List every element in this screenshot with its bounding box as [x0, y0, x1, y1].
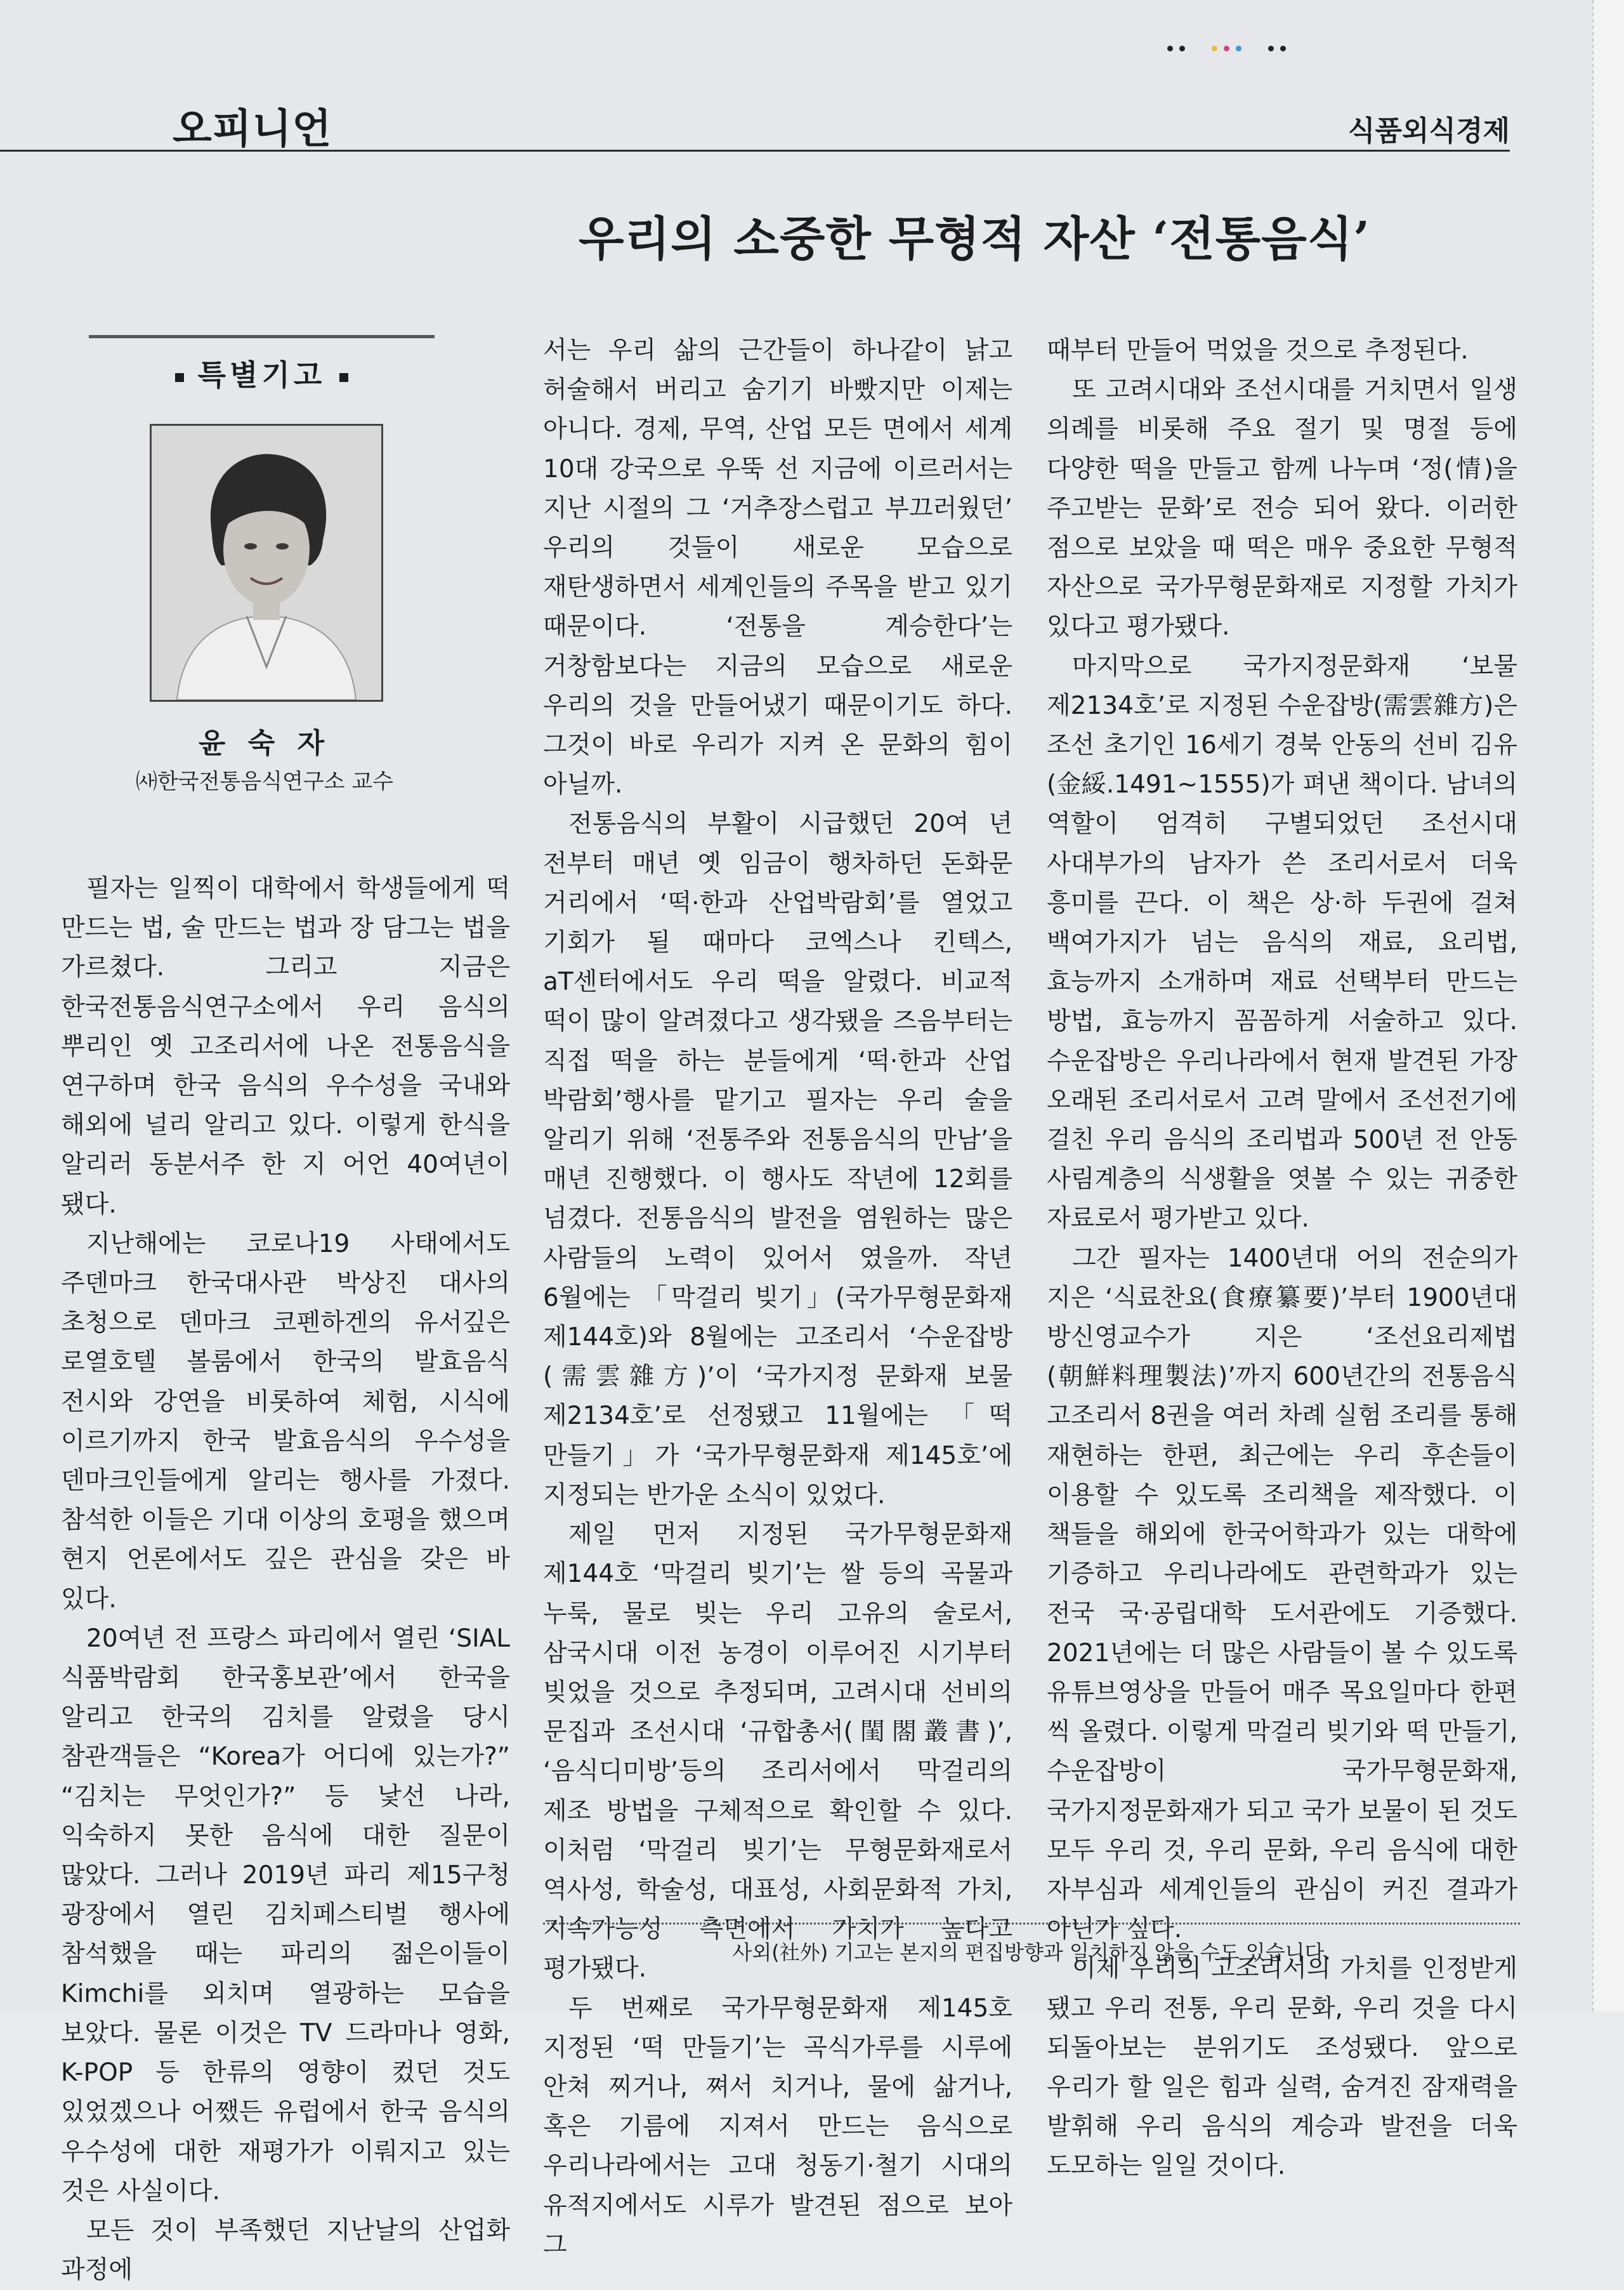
- square-bullet-icon: [175, 373, 184, 382]
- paragraph: 때부터 만들어 먹었을 것으로 추정된다.: [1047, 336, 1469, 365]
- footer-divider: [543, 1923, 1520, 1925]
- author-portrait-image: [152, 426, 381, 700]
- special-contribution-box: [89, 335, 435, 394]
- registration-dot: [1236, 46, 1241, 51]
- paragraph: 20여년 전 프랑스 파리에서 열린 ‘SIAL 식품박람회 한국홍보관’에서 한국을 알리고 한국의 김치를 알렸을 당시 참관객들은 “Korea가 어디에 있는가?” “김치는 무엇인가?” 등 낯선 나라, 익숙하지 못한 음식에 대한 질문이 많았다. 그러나 2019년 파리 제15구청 광장에서 열린 김치페스티벌 행사에 참석했을 때는 파리의 젊은이들이 Kimchi를 외치며 열광하는 모습을 보았다. 물론 이것은 TV 드라마나 영화, K-POP 등 한류의 영향이 컸던 것도 있었겠으나 어쨌든 유럽에서 한국 음식의 우수성에 대한 재평가가 이뤄지고 있는 것은 사실이다.: [61, 1624, 510, 2206]
- article-column-2: [543, 331, 1012, 2265]
- section-title: 오피니언: [173, 106, 332, 153]
- registration-dot: [1268, 46, 1274, 51]
- paragraph: 이제 우리의 고조리서의 가치를 인정받게 됐고 우리 전통, 우리 문화, 우리 것을 다시 되돌아보는 분위기도 조성됐다. 앞으로 우리가 할 일은 힘과 실력, 숨겨진 잠재력을 발휘해 우리 음식의 계승과 발전을 더욱 도모하는 일일 것이다.: [1047, 1954, 1517, 2181]
- color-registration-dots: [1167, 46, 1304, 51]
- page-header: [0, 94, 1510, 152]
- registration-dot: [1212, 46, 1217, 51]
- square-bullet-icon: [339, 373, 348, 382]
- newspaper-name: 식품외식경제: [1347, 115, 1510, 147]
- paragraph: 전통음식의 부활이 시급했던 20여 년 전부터 매년 옛 임금이 행차하던 돈화문 거리에서 ‘떡·한과 산업박람회’를 열었고 기회가 될 때마다 코엑스나 킨텍스, aT센터에서도 우리 떡을 알렸다. 비교적 떡이 많이 알려졌다고 생각됐을 즈음부터는 직접 떡을 하는 분들에게 ‘떡·한과 산업 박람회’행사를 맡기고 필자는 우리 술을 알리기 위해 ‘전통주와 전통음식의 만남’을 매년 진행했다. 이 행사도 작년에 12회를 넘겼다. 전통음식의 발전을 염원하는 많은 사람들의 노력이 있어서 였을까. 작년 6월에는 「막걸리 빚기」(국가무형문화재 제144호)와 8월에는 고조리서 ‘수운잡방(需雲雜方)’이 ‘국가지정 문화재 보물 제2134호’로 선정됐고 11월에는 「떡 만들기」가 ‘국가무형문화재 제145호’에 지정되는 반가운 소식이 있었다.: [543, 810, 1012, 1510]
- registration-dot: [1280, 46, 1286, 51]
- label-text: 특별기고: [197, 358, 326, 392]
- author-affiliation: ㈔한국전통음식연구소 교수: [135, 769, 394, 794]
- author-name: 윤 숙 자: [198, 727, 331, 760]
- special-contribution-label: [89, 352, 435, 394]
- paragraph: 그간 필자는 1400년대 어의 전순의가 지은 ‘식료찬요(食療纂要)’부터 1900년대 방신영교수가 지은 ‘조선요리제법(朝鮮料理製法)’까지 600년간의 전통음식 고조리서 8권을 여러 차례 실험 조리를 통해 재현하는 한편, 최근에는 우리 후손들이 이용할 수 있도록 조리책을 제작했다. 이 책들을 해외에 한국어학과가 있는 대학에 기증하고 우리나라에도 관련학과가 있는 전국 국·공립대학 도서관에도 기증했다. 2021년에는 더 많은 사람들이 볼 수 있도록 유튜브영상을 만들어 매주 목요일마다 한편 씩 올렸다. 이렇게 막걸리 빚기와 떡 만들기, 수운잡방이 국가무형문화재, 국가지정문화재가 되고 국가 보물이 된 것도 모두 우리 것, 우리 문화, 우리 음식에 대한 자부심과 세계인들의 관심이 커진 결과가 아닌가 싶다.: [1047, 1244, 1517, 1944]
- article-column-1: [61, 869, 510, 2290]
- registration-dot: [1179, 46, 1185, 51]
- paragraph: 모든 것이 부족했던 지난날의 산업화 과정에: [61, 2216, 510, 2285]
- paragraph: 제일 먼저 지정된 국가무형문화재 제144호 ‘막걸리 빚기’는 쌀 등의 곡물과 누룩, 물로 빚는 우리 고유의 술로서, 삼국시대 이전 농경이 이루어진 시기부터 빚었을 것으로 추정되며, 고려시대 선비의 문집과 조선시대 ‘규합총서(閨閤叢書)’, ‘음식디미방’등의 조리서에서 막걸리의 제조 방법을 구체적으로 확인할 수 있다. 이처럼 ‘막걸리 빚기’는 무형문화재로서 역사성, 학술성, 대표성, 사회문화적 가치, 지속가능성 측면에서 가치가 높다고 평가됐다.: [543, 1520, 1012, 1984]
- paragraph: 두 번째로 국가무형문화재 제145호 지정된 ‘떡 만들기’는 곡식가루를 시루에 안쳐 찌거나, 쪄서 치거나, 물에 삶거나, 혹은 기름에 지져서 만드는 음식으로 우리나라에서는 고대 청동기·철기 시대의 유적지에서도 시루가 발견된 점으로 보아 그: [543, 1994, 1012, 2260]
- paragraph: 서는 우리 삶의 근간들이 하나같이 낡고 허술해서 버리고 숨기기 바빴지만 이제는 아니다. 경제, 무역, 산업 모든 면에서 세계 10대 강국으로 우뚝 선 지금에 이르러서는 지난 시절의 그 ‘거추장스럽고 부끄러웠던’ 우리의 것들이 새로운 모습으로 재탄생하면서 세계인들의 주목을 받고 있기 때문이다. ‘전통을 계승한다’는 거창함보다는 지금의 모습으로 새로운 우리의 것을 만들어냈기 때문이기도 하다. 그것이 바로 우리가 지켜 온 문화의 힘이 아닐까.: [543, 336, 1012, 800]
- scan-margin: [1592, 0, 1624, 2011]
- paragraph: 지난해에는 코로나19 사태에서도 주덴마크 한국대사관 박상진 대사의 초청으로 덴마크 코펜하겐의 유서깊은 로열호텔 볼룸에서 한국의 발효음식 전시와 강연을 비롯하여 체험, 시식에 이르기까지 한국 발효음식의 우수성을 덴마크인들에게 알리는 행사를 가졌다. 참석한 이들은 기대 이상의 호평을 했으며 현지 언론에서도 깊은 관심을 갖은 바 있다.: [61, 1229, 510, 1614]
- paragraph: 또 고려시대와 조선시대를 거치면서 일생 의례를 비롯해 주요 절기 및 명절 등에 다양한 떡을 만들고 함께 나누며 ‘정(情)을 주고받는 문화’로 전승 되어 왔다. 이러한 점으로 보았을 때 떡은 매우 중요한 무형적 자산으로 국가무형문화재로 지정할 가치가 있다고 평가됐다.: [1047, 376, 1517, 642]
- registration-dot: [1224, 46, 1229, 51]
- article-headline: 우리의 소중한 무형적 자산 ‘전통음식’: [579, 212, 1370, 267]
- article-column-3: [1047, 331, 1517, 2187]
- paragraph: 마지막으로 국가지정문화재 ‘보물 제2134호’로 지정된 수운잡방(需雲雜方)은 조선 초기인 16세기 경북 안동의 선비 김유(金綏.1491~1555)가 펴낸 책이다. 남녀의 역할이 엄격히 구별되었던 조선시대 사대부가의 남자가 쓴 조리서로서 더욱 흥미를 끈다. 이 책은 상·하 두권에 걸쳐 백여가지가 넘는 음식의 재료, 요리법, 효능까지 소개하며 재료 선택부터 만드는 방법, 효능까지 꼼꼼하게 서술하고 있다. 수운잡방은 우리나라에서 현재 발견된 가장 오래된 조리서로서 고려 말에서 조선전기에 걸친 우리 음식의 조리법과 500년 전 안동 사림계층의 식생활을 엿볼 수 있는 귀중한 자료로서 평가받고 있다.: [1047, 652, 1517, 1234]
- disclaimer-note: 사외(社外) 기고는 본지의 편집방향과 일치하지 않을 수도 있습니다.: [732, 1940, 1331, 1964]
- author-photo: [150, 424, 383, 702]
- registration-dot: [1167, 46, 1173, 51]
- paragraph: 필자는 일찍이 대학에서 학생들에게 떡 만드는 법, 술 만드는 법과 장 담그는 법을 가르쳤다. 그리고 지금은 한국전통음식연구소에서 우리 음식의 뿌리인 옛 고조리서에 나온 전통음식을 연구하며 한국 음식의 우수성을 국내와 해외에 널리 알리고 있다. 이렇게 한식을 알리러 동분서주 한 지 어언 40여년이 됐다.: [61, 874, 510, 1219]
